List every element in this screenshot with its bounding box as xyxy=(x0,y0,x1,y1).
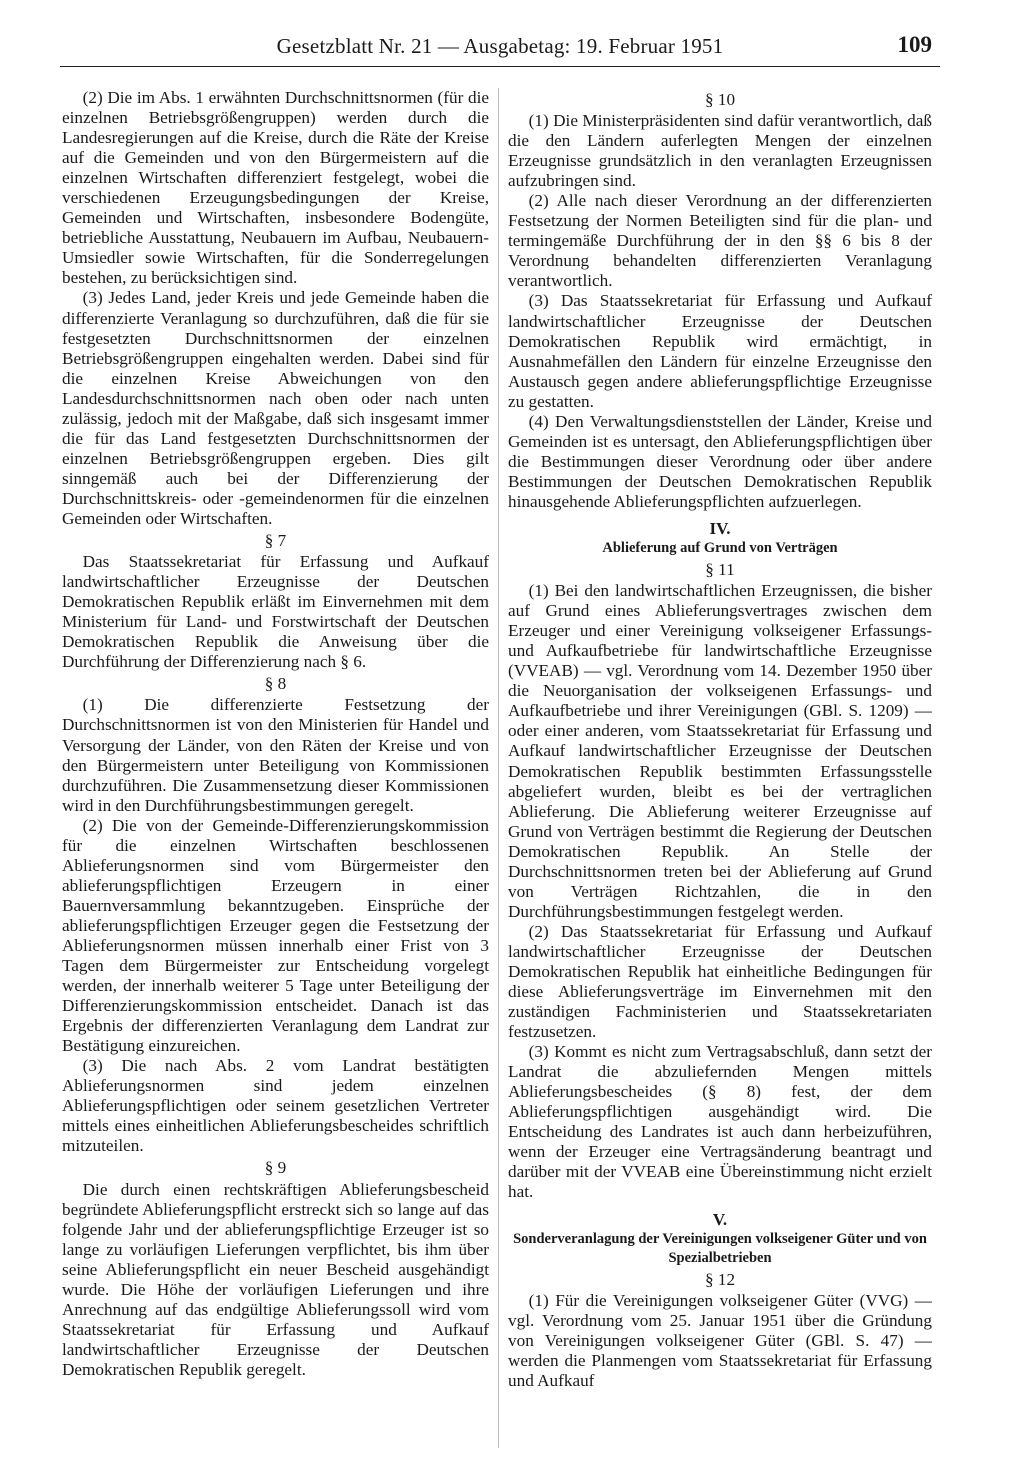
paragraph: (1) Bei den landwirtschaftlichen Erzeugnissen, die bisher auf Grund eines Ablieferungsvertrages zwischen dem Erzeuger und einer Vereinigung volkseigener Erfassungs- und Aufkaufbetriebe für landwirtschaftliche Erzeugnisse (VVEAB) — vgl. Verordnung vom 14. Dezember 1950 über die Neuorganisation der volkseigenen Erfassungs- und Aufkaufbetriebe und ihrer Vereinigungen (GBl. S. 1209) — oder einer anderen, vom Staatssekretariat für Erfassung und Aufkauf landwirtschaftlicher Erzeugnisse der Deutschen Demokratischen Republik bestimmten Erfassungsstelle abgeliefert wurden, bleibt es bei der vertraglichen Ablieferung. Die Ablieferung weiterer Erzeugnisse auf Grund von Verträgen bestimmt die Regierung der Deutschen Demokratischen Republik. An Stelle der Durchschnittsnormen treten bei der Ablieferung auf Grund von Verträgen Richtzahlen, die in den Durchführungsbestimmungen festgelegt werden. xyxy=(508,581,932,921)
paragraph: (3) Kommt es nicht zum Vertragsabschluß, dann setzt der Landrat die abzuliefernden Mengen mittels Ablieferungsbescheides (§ 8) fest, der dem Ablieferungspflichtigen ausgehändigt wird. Die Entscheidung des Landrates ist auch dann herbeizuführen, wenn der Erzeuger eine Vertragsänderung beantragt und darüber mit der VVEAB eine Übereinstimmung nicht erzielt hat. xyxy=(508,1042,932,1202)
paragraph: (3) Das Staatssekretariat für Erfassung und Aufkauf landwirtschaftlicher Erzeugnisse der Deutschen Demokratischen Republik wird ermächtigt, in Ausnahmefällen den Ländern für einzelne Erzeugnisse den Austausch gegen andere ablieferungspflichtige Erzeugnisse zu gestatten. xyxy=(508,291,932,411)
paragraph: Das Staatssekretariat für Erfassung und Aufkauf landwirtschaftlicher Erzeugnisse der Deutschen Demokratischen Republik erläßt im Einvernehmen mit dem Ministerium für Land- und Forstwirtschaft der Deutschen Demokratischen Republik die Anweisung über die Durchführung der Differenzierung nach § 6. xyxy=(62,552,489,672)
paragraph: (3) Jedes Land, jeder Kreis und jede Gemeinde haben die differenzierte Veranlagung so durchzuführen, daß die für sie festgesetzten Durchschnittsnormen der einzelnen Betriebsgrößengruppen eingehalten werden. Dabei sind für die einzelnen Kreise Abweichungen von den Landesdurchschnittsnormen nach oben oder nach unten zulässig, jedoch mit der Maßgabe, daß sich insgesamt immer die für das Land festgesetzten Durchschnittsnormen der einzelnen Betriebsgrößengruppen ergeben. Dies gilt sinngemäß auch bei der Differenzierung der Durchschnittskreis- oder -gemeindenormen für die einzelnen Gemeinden oder Wirtschaften. xyxy=(62,288,489,528)
paragraph: (1) Für die Vereinigungen volkseigener Güter (VVG) — vgl. Verordnung vom 25. Januar 1951 über die Gründung von Vereinigungen volkseigener Güter (GBl. S. 47) — werden die Planmengen vom Staatssekretariat für Erfassung und Aufkauf xyxy=(508,1290,932,1390)
paragraph: (1) Die differenzierte Festsetzung der Durchschnittsnormen ist von den Ministerien für Handel und Versorgung der Länder, von den Räten der Kreise und von den Bürgermeistern unter Beteiligung von Kommissionen durchzuführen. Die Zusammensetzung dieser Kommissionen wird in den Durchführungsbestimmungen geregelt. xyxy=(62,695,489,815)
section-heading: § 7 xyxy=(264,531,287,551)
paragraph: (1) Die Ministerpräsidenten sind dafür verantwortlich, daß die den Ländern auferlegten Mengen der einzelnen Erzeugnisse grundsätzlich in den veranlagten Erzeugnissen aufzubringen sind. xyxy=(508,111,932,191)
paragraph: (2) Das Staatssekretariat für Erfassung und Aufkauf landwirtschaftlicher Erzeugnisse der Deutschen Demokratischen Republik hat einheitliche Bedingungen für diese Ablieferungsverträge im Einvernehmen mit den zuständigen Fachministerien und Staatssekretariaten festzusetzen. xyxy=(508,921,932,1042)
page-header xyxy=(60,30,940,67)
right-column xyxy=(508,88,932,1449)
part-title: Sonderveranlagung der Vereinigungen volkseigener Güter und von Spezialbetrieben xyxy=(513,1230,927,1266)
part-number: IV. xyxy=(709,518,731,538)
section-heading: § 9 xyxy=(264,1158,287,1178)
section-heading: § 11 xyxy=(705,560,735,580)
paragraph: (2) Alle nach dieser Verordnung an der differenzierten Festsetzung der Normen Beteiligten sind für die plan- und termingemäße Durchführung der in den §§ 6 bis 8 der Verordnung behandelten differenzierten Veranlagung verantwortlich. xyxy=(508,191,932,291)
part-number: V. xyxy=(712,1209,728,1229)
section-heading: § 12 xyxy=(704,1269,736,1289)
paragraph: (3) Die nach Abs. 2 vom Landrat bestätigten Ablieferungsnormen sind jedem einzelnen Ablieferungspflichtigen oder seinem gesetzlichen Vertreter mittels eines einheitlichen Ablieferungsbescheides schriftlich mitzuteilen. xyxy=(62,1056,489,1156)
header-title: Gesetzblatt Nr. 21 — Ausgabetag: 19. Februar 1951 xyxy=(276,34,724,58)
page-number: 109 xyxy=(897,32,932,57)
column-divider xyxy=(498,88,499,1448)
paragraph: (4) Den Verwaltungsdienststellen der Länder, Kreise und Gemeinden ist es untersagt, den Ablieferungspflichtigen über die Bestimmungen dieser Verordnung oder über andere Bestimmungen der Deutschen Demokratischen Republik hinausgehende Ablieferungspflichten aufzuerlegen. xyxy=(508,411,932,511)
paragraph: Die durch einen rechtskräftigen Ablieferungsbescheid begründete Ablieferungspflicht erstreckt sich so lange auf das folgende Jahr und der ablieferungspflichtige Erzeuger ist so lange zu vorläufigen Lieferungen verpflichtet, bis ihm über seine Ablieferungspflicht ein neuer Bescheid ausgehändigt wurde. Die Höhe der vorläufigen Lieferungen und ihre Anrechnung auf das endgültige Ablieferungssoll wird vom Staatssekretariat für Erfassung und Aufkauf landwirtschaftlicher Erzeugnisse der Deutschen Demokratischen Republik geregelt. xyxy=(62,1179,489,1379)
paragraph: (2) Die von der Gemeinde-Differenzierungskommission für die einzelnen Wirtschaften beschlossenen Ablieferungsnormen sind vom Bürgermeister den ablieferungspflichtigen Erzeugern in einer Bauernversammlung bekanntzugeben. Einsprüche der ablieferungspflichtigen Erzeuger gegen die Festsetzung der Ablieferungsnormen müssen innerhalb einer Frist von 3 Tagen dem Bürgermeister zur Entscheidung vorgelegt werden, der innerhalb weiterer 5 Tage unter Beteiligung der Differenzierungskommission entscheidet. Danach ist das Ergebnis der differenzierten Veranlagung dem Landrat zur Bestätigung einzureichen. xyxy=(62,815,489,1056)
section-heading: § 10 xyxy=(704,90,736,109)
section-heading: § 8 xyxy=(264,674,287,694)
paragraph: (2) Die im Abs. 1 erwähnten Durchschnittsnormen (für die einzelnen Betriebsgrößengruppen) werden durch die Landesregierungen auf die Kreise, durch die Räte der Kreise auf die Gemeinden und von den Bürgermeistern auf die einzelnen Wirtschaften differenziert festgelegt, wobei die verschiedenen Erzeugungsbedingungen der Kreise, Gemeinden und Wirtschaften, insbesondere Bodengüte, betriebliche Ausstattung, Neubauern im Aufbau, Neubauern-Umsiedler sowie Wirtschaften, für die Sonderregelungen bestehen, zu berücksichtigen sind. xyxy=(62,88,489,288)
part-title: Ablieferung auf Grund von Verträgen xyxy=(602,540,838,557)
left-column xyxy=(62,88,489,1449)
